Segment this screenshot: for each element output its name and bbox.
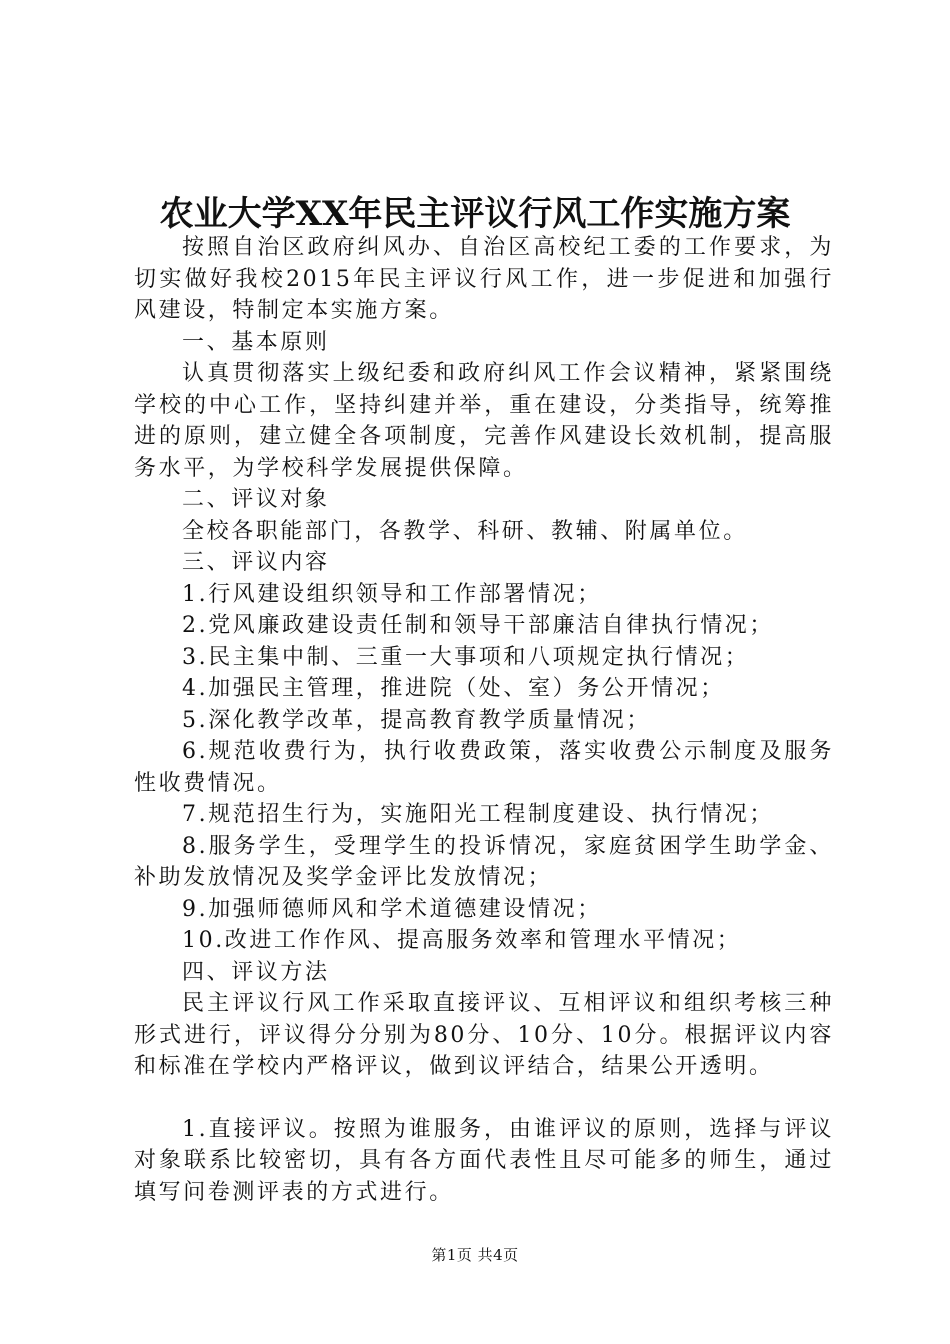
- paragraph-targets: 全校各职能部门，各教学、科研、教辅、附属单位。: [182, 518, 748, 544]
- list-item: 8.服务学生，受理学生的投诉情况，家庭贫困学生助学金、补助发放情况及奖学金评比发放情况；: [134, 833, 834, 890]
- paragraph-principles: 认真贯彻落实上级纪委和政府纠风工作会议精神，紧紧围绕学校的中心工作，坚持纠建并举，重在建设，分类指导，统筹推进的原则，建立健全各项制度，完善作风建设长效机制，提高服务水平，为学校科学发展提供保障。: [134, 361, 834, 481]
- list-item: 4.加强民主管理，推进院（处、室）务公开情况；: [182, 676, 725, 701]
- document-body: [134, 232, 834, 1208]
- list-item: 10.改进工作作风、提高服务效率和管理水平情况；: [182, 928, 742, 953]
- list-item: 1.行风建设组织领导和工作部署情况；: [182, 581, 602, 607]
- document-title: 农业大学XX年民主评议行风工作实施方案: [159, 194, 791, 234]
- paragraph-methods: 民主评议行风工作采取直接评议、互相评议和组织考核三种形式进行，评议得分分别为80分、10分、10分。根据评议内容和标准在学校内严格评议，做到议评结合，结果公开透明。: [134, 991, 834, 1079]
- list-item: 9.加强师德师风和学术道德建设情况；: [182, 896, 602, 922]
- section-heading-methods: 四、评议方法: [182, 959, 330, 985]
- paragraph-direct-evaluation: 1.直接评议。按照为谁服务，由谁评议的原则，选择与评议对象联系比较密切，具有各方面代表性且尽可能多的师生，通过填写问卷测评表的方式进行。: [134, 1116, 834, 1205]
- list-item: 7.规范招生行为，实施阳光工程制度建设、执行情况；: [182, 802, 774, 827]
- section-heading-principles: 一、基本原则: [182, 329, 330, 355]
- section-heading-targets: 二、评议对象: [182, 487, 330, 512]
- paragraph-intro: 按照自治区政府纠风办、自治区高校纪工委的工作要求，为切实做好我校2015年民主评议行风工作，进一步促进和加强行风建设，特制定本实施方案。: [134, 235, 834, 323]
- list-item: 3.民主集中制、三重一大事项和八项规定执行情况；: [182, 644, 750, 670]
- list-item: 5.深化教学改革，提高教育教学质量情况；: [182, 707, 651, 733]
- list-item: 2.党风廉政建设责任制和领导干部廉洁自律执行情况；: [182, 613, 774, 638]
- list-item: 6.规范收费行为，执行收费政策，落实收费公示制度及服务性收费情况。: [134, 739, 834, 796]
- section-heading-content: 三、评议内容: [182, 550, 330, 575]
- page-footer: 第1页 共4页: [431, 1246, 519, 1264]
